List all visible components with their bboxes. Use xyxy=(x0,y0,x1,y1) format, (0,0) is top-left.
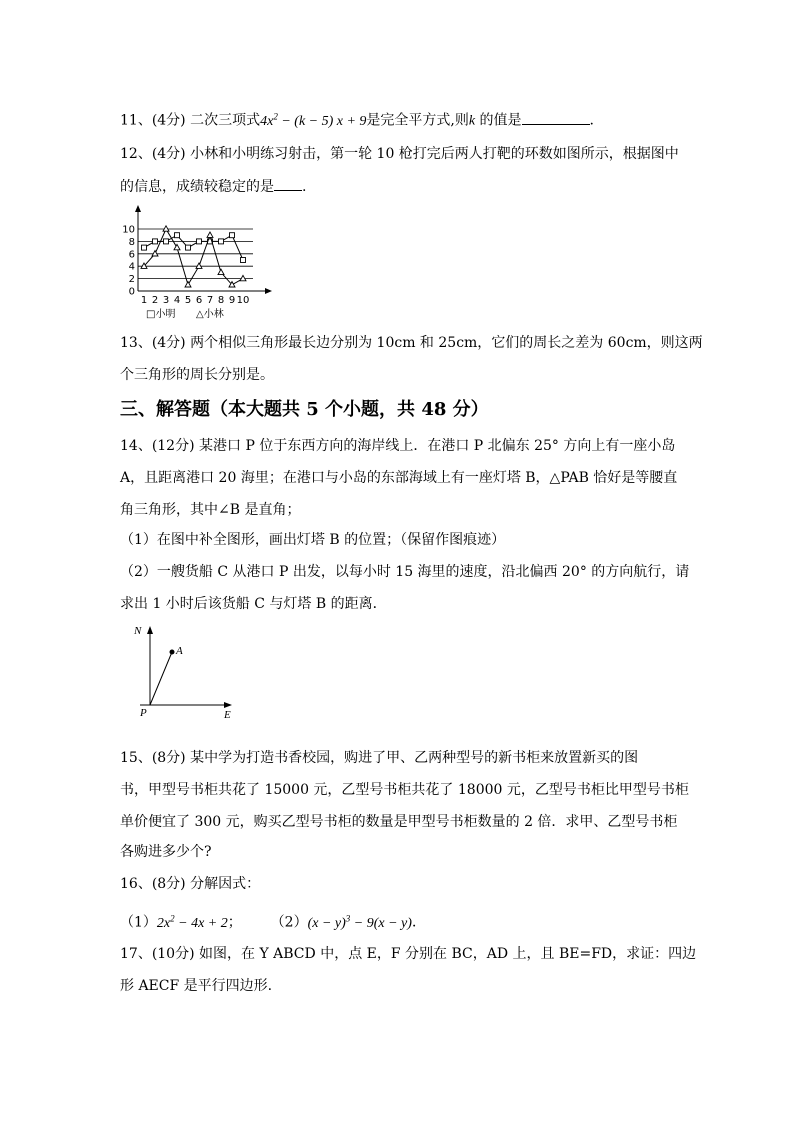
y-tick-label: 6 xyxy=(128,249,135,261)
compass-figure xyxy=(130,620,240,720)
q17-line1: 17、(10分) 如图，在 Y ABCD 中，点 E，F 分别在 BC，AD 上，且 BE=FD，求证：四边 xyxy=(120,946,697,962)
q13-line1: 13、(4分) 两个相似三角形最长边分别为 10cm 和 25cm，它们的周长之差为 60cm，则这两 xyxy=(120,335,703,351)
q11-head: 11、(4分) xyxy=(120,112,186,129)
x-tick-label: 7 xyxy=(206,295,214,306)
q16-parts xyxy=(120,908,680,934)
q11-var-k: k xyxy=(468,113,476,129)
q17-line2: 形 AECF 是平行四边形. xyxy=(120,978,273,994)
legend-series-2: △小林 xyxy=(196,309,224,320)
x-tick-label: 3 xyxy=(162,295,170,306)
point-triangle xyxy=(185,282,191,287)
q16-expr1: $2x^2 - 4x + 2$ xyxy=(156,913,228,931)
y-axis-arrow-icon xyxy=(135,205,141,212)
q14-sub2b: 求出 1 小时后该货船 C 与灯塔 B 的距离． xyxy=(120,596,387,612)
q12-line1: 12、(4分) 小林和小明练习射击，第一轮 10 枪打完后两人打靶的环数如图所示，根据图中 xyxy=(120,146,679,162)
q11-text-b: 是完全平方式,则 xyxy=(366,112,469,129)
x-tick-label: 5 xyxy=(184,295,192,306)
q12-answer-blank xyxy=(274,176,302,191)
section-3-title: 三、解答题（本大题共 5 个小题，共 48 分） xyxy=(120,399,489,420)
point-square xyxy=(186,245,191,250)
point-square xyxy=(241,258,246,263)
q13-line2: 个三角形的周长分别是。 xyxy=(120,367,274,383)
y-tick-label: 0 xyxy=(128,286,135,298)
q16-part1-label: （1） xyxy=(120,914,157,931)
q11-end: . xyxy=(589,112,594,129)
question-11 xyxy=(120,106,680,132)
q15-line1: 15、(8分) 某中学为打造书香校园，购进了甲、乙两种型号的新书柜来放置新买的图 xyxy=(120,750,639,766)
series-line-1 xyxy=(144,235,243,260)
point-square xyxy=(175,233,180,238)
q12-line2 xyxy=(120,176,680,197)
segment-pa xyxy=(150,652,172,705)
q16-end: ． xyxy=(411,914,426,931)
point-square xyxy=(230,233,235,238)
y-tick-label: 2 xyxy=(128,274,135,286)
q11-formula: $4x^2 - (k - 5) x + 9$ xyxy=(260,111,367,129)
shooting-chart xyxy=(118,205,278,320)
q15-line4: 各购进多少个? xyxy=(120,844,212,860)
legend-series-1: □小明 xyxy=(146,309,176,320)
q16-head: 16、(8分) 分解因式： xyxy=(120,876,261,892)
point-triangle xyxy=(163,226,169,231)
q12-text: 的信息，成绩较稳定的是 xyxy=(120,179,274,195)
point-triangle xyxy=(174,244,180,249)
point-triangle xyxy=(207,232,213,237)
point-triangle xyxy=(152,251,158,256)
point-triangle xyxy=(240,275,246,280)
label-a: A xyxy=(176,645,183,657)
q16-expr2: $(x - y)^3 - 9(x - y)$ xyxy=(307,913,412,931)
q15-line3: 单价便宜了 300 元，购买乙型号书柜的数量是甲型号书柜数量的 2 倍．求甲、乙型号书柜 xyxy=(120,814,678,830)
y-tick-label: 4 xyxy=(128,261,135,273)
label-e: E xyxy=(224,709,231,721)
q14-sub1: （1）在图中补全图形，画出灯塔 B 的位置；（保留作图痕迹） xyxy=(120,532,506,548)
q11-text-a: 二次三项式 xyxy=(190,112,261,129)
x-tick-label: 4 xyxy=(173,295,181,306)
q11-answer-blank xyxy=(522,110,590,125)
point-a xyxy=(170,650,175,655)
y-tick-label: 10 xyxy=(122,224,135,236)
point-square xyxy=(164,239,169,244)
x-tick-label: 8 xyxy=(217,295,225,306)
label-n: N xyxy=(134,625,142,637)
q16-sep: ； xyxy=(227,914,242,931)
label-p: P xyxy=(140,707,147,719)
x-tick-label: 2 xyxy=(151,295,159,306)
q11-text-c: 的值是 xyxy=(479,112,522,129)
x-axis-arrow-icon xyxy=(265,288,272,294)
x-tick-label: 6 xyxy=(195,295,203,306)
point-square xyxy=(153,239,158,244)
y-tick-label: 8 xyxy=(128,236,135,248)
x-tick-label: 9 xyxy=(228,295,236,306)
q16-part2-label: （2） xyxy=(270,914,308,931)
q15-line2: 书，甲型号书柜共花了 15000 元，乙型号书柜共花了 18000 元，乙型号书柜比甲型号书柜 xyxy=(120,782,689,798)
q14-line1: 14、(12分) 某港口 P 位于东西方向的海岸线上．在港口 P 北偏东 25° 方向上有一座小岛 xyxy=(120,438,676,454)
point-triangle xyxy=(196,263,202,268)
point-triangle xyxy=(218,269,224,274)
point-square xyxy=(197,239,202,244)
point-square xyxy=(219,239,224,244)
q14-line3: 角三角形，其中∠B 是直角； xyxy=(120,502,301,518)
q14-sub2a: （2）一艘货船 C 从港口 P 出发，以每小时 15 海里的速度，沿北偏西 20° 的方向航行，请 xyxy=(120,564,690,580)
q14-line2: A，且距离港口 20 海里；在港口与小岛的东部海域上有一座灯塔 B，△PAB 恰好是等腰直 xyxy=(120,470,678,486)
north-arrow-icon xyxy=(147,626,153,634)
x-tick-label: 10 xyxy=(236,295,250,306)
q12-end: . xyxy=(302,179,307,195)
point-square xyxy=(142,245,147,250)
x-tick-label: 1 xyxy=(140,295,148,306)
east-arrow-icon xyxy=(224,702,232,708)
